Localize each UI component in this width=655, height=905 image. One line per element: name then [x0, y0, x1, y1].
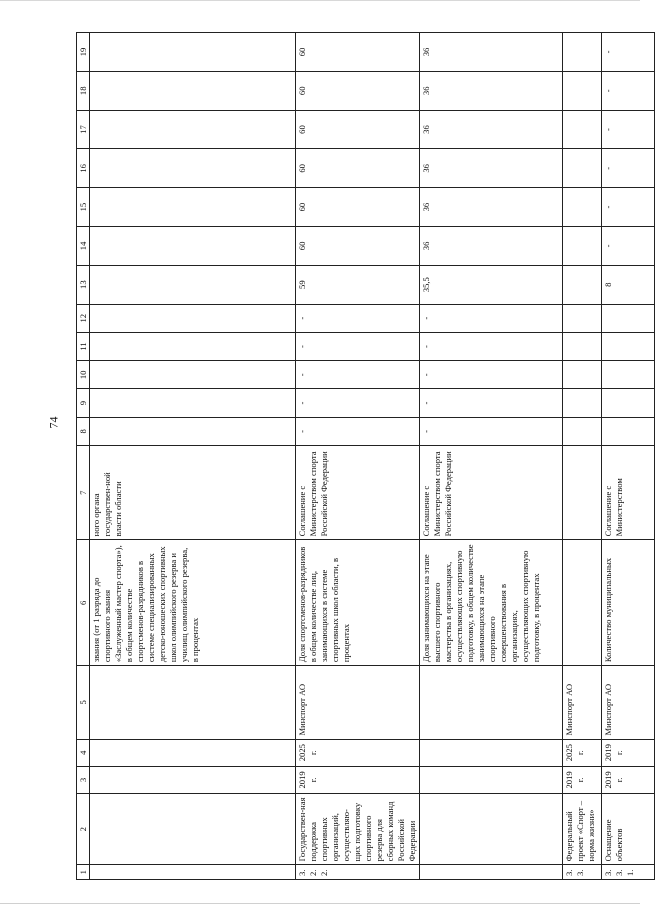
- table-cell-col-9: -: [420, 389, 563, 417]
- table-cell-col-11: [90, 332, 296, 360]
- table-cell-col-18: [90, 71, 296, 110]
- column-header-5: 5: [77, 666, 90, 739]
- table-cell-col-7: Соглашение с Министерством: [602, 446, 655, 540]
- table-cell-col-15: 36: [420, 188, 563, 227]
- table-cell-col-13: 35,5: [420, 265, 563, 304]
- table-cell-col-15: [90, 188, 296, 227]
- table-cell-col-2: Оснащение объектов: [602, 794, 655, 865]
- table-cell-col-11: -: [420, 332, 563, 360]
- column-header-16: 16: [77, 149, 90, 188]
- column-header-7: 7: [77, 446, 90, 540]
- column-header-13: 13: [77, 265, 90, 304]
- table-cell-col-10: -: [296, 361, 420, 389]
- table-body: [90, 33, 655, 880]
- table-cell-col-17: 36: [420, 110, 563, 149]
- table-cell-col-18: 36: [420, 71, 563, 110]
- table-cell-col-11: -: [296, 332, 420, 360]
- column-header-18: 18: [77, 71, 90, 110]
- table-cell-col-8: -: [296, 417, 420, 445]
- table-cell-col-8: [563, 417, 602, 445]
- table-cell-col-13: 59: [296, 265, 420, 304]
- column-header-15: 15: [77, 188, 90, 227]
- rotated-table-frame: [76, 32, 635, 880]
- table-cell-col-8: [602, 417, 655, 445]
- table-cell-col-14: 36: [420, 227, 563, 266]
- column-header-9: 9: [77, 389, 90, 417]
- table-cell-col-12: [90, 304, 296, 332]
- table-cell-col-13: 8: [602, 265, 655, 304]
- table-cell-col-15: -: [602, 188, 655, 227]
- table-cell-col-6: звания (от 1 разряда до спортивного звания «Заслуженный мастер спорта»), в общем количестве спортсменов-разрядников в системе специализированных детско-юношеских спортивных школ олимпийского резерва и училищ олимпийского резерва, в процентах: [90, 540, 296, 666]
- table-row: [563, 33, 602, 880]
- column-header-10: 10: [77, 361, 90, 389]
- table-cell-col-3: [90, 766, 296, 793]
- table-cell-col-10: -: [420, 361, 563, 389]
- table-cell-col-11: [602, 332, 655, 360]
- column-header-3: 3: [77, 766, 90, 793]
- table-cell-col-11: [563, 332, 602, 360]
- table-cell-col-4: 2019 г.: [602, 739, 655, 766]
- table-cell-col-17: -: [602, 110, 655, 149]
- table-cell-col-9: [90, 389, 296, 417]
- table-cell-col-7: Соглашение с Министерством спорта Российской Федерации: [420, 446, 563, 540]
- table-cell-col-2: Государствен-ная поддержка спортивных организаций, осуществляю-щих подготовку спортивного резерва для сборных команд Российской Федерации: [296, 794, 420, 865]
- table-cell-col-9: [602, 389, 655, 417]
- table-cell-col-1: 3.3.: [563, 865, 602, 880]
- table-cell-col-9: -: [296, 389, 420, 417]
- table-cell-col-3: [420, 766, 563, 793]
- table-cell-col-6: Доля спортсменов-разрядников в общем количестве лиц, занимающихся в системе спортивных школ области, в процентах: [296, 540, 420, 666]
- table-cell-col-8: -: [420, 417, 563, 445]
- table-cell-col-2: [420, 794, 563, 865]
- table-row: [420, 33, 563, 880]
- program-table: [76, 32, 655, 880]
- table-cell-col-6: Количество муниципальных: [602, 540, 655, 666]
- table-cell-col-16: [563, 149, 602, 188]
- column-header-1: 1: [77, 865, 90, 880]
- table-cell-col-12: [602, 304, 655, 332]
- table-cell-col-4: [90, 739, 296, 766]
- table-cell-col-18: [563, 71, 602, 110]
- table-cell-col-15: 60: [296, 188, 420, 227]
- table-cell-col-17: [90, 110, 296, 149]
- table-cell-col-18: -: [602, 71, 655, 110]
- table-cell-col-6: Доля занимающихся на этапе высшего спортивного мастерства в организациях, осуществляющих спортивную подготовку, в общем количестве занимающихся на этапе спортивного совершенствования в организациях, осуществляющих спортивную подготовку, в процентах: [420, 540, 563, 666]
- table-cell-col-17: 60: [296, 110, 420, 149]
- bottom-rule: [0, 903, 640, 904]
- table-cell-col-10: [602, 361, 655, 389]
- column-header-2: 2: [77, 794, 90, 865]
- table-cell-col-16: -: [602, 149, 655, 188]
- column-header-4: 4: [77, 739, 90, 766]
- table-cell-col-19: [563, 33, 602, 72]
- table-cell-col-14: [563, 227, 602, 266]
- table-cell-col-5: [90, 666, 296, 739]
- header-row: [77, 33, 90, 880]
- table-cell-col-16: [90, 149, 296, 188]
- table-row: [602, 33, 655, 880]
- table-cell-col-17: [563, 110, 602, 149]
- table-cell-col-3: 2019 г.: [602, 766, 655, 793]
- table-cell-col-4: 2025 г.: [563, 739, 602, 766]
- table-cell-col-6: [563, 540, 602, 666]
- table-cell-col-13: [563, 265, 602, 304]
- table-cell-col-5: Минспорт АО: [296, 666, 420, 739]
- table-cell-col-7: [563, 446, 602, 540]
- table-cell-col-2: Федеральный проект «Спорт – норма жизни»: [563, 794, 602, 865]
- table-cell-col-19: 36: [420, 33, 563, 72]
- table-cell-col-16: 36: [420, 149, 563, 188]
- table-cell-col-14: [90, 227, 296, 266]
- column-header-19: 19: [77, 33, 90, 72]
- column-header-11: 11: [77, 332, 90, 360]
- table-row: [90, 33, 296, 880]
- rotated-table-container: [76, 32, 635, 880]
- table-cell-col-9: [563, 389, 602, 417]
- column-header-6: 6: [77, 540, 90, 666]
- table-cell-col-4: [420, 739, 563, 766]
- table-cell-col-1: [420, 865, 563, 880]
- table-cell-col-5: Минспорт АО: [563, 666, 602, 739]
- table-cell-col-4: 2025 г.: [296, 739, 420, 766]
- page-number: 74: [46, 416, 61, 429]
- table-cell-col-14: 60: [296, 227, 420, 266]
- table-cell-col-12: [563, 304, 602, 332]
- table-cell-col-8: [90, 417, 296, 445]
- table-cell-col-1: 3.2.2.: [296, 865, 420, 880]
- table-cell-col-15: [563, 188, 602, 227]
- table-cell-col-14: -: [602, 227, 655, 266]
- table-cell-col-7: Соглашение с Министерством спорта Российской Федерации: [296, 446, 420, 540]
- table-cell-col-1: 3.3.1.: [602, 865, 655, 880]
- table-cell-col-10: [90, 361, 296, 389]
- column-header-17: 17: [77, 110, 90, 149]
- table-cell-col-19: [90, 33, 296, 72]
- column-header-12: 12: [77, 304, 90, 332]
- table-row: [296, 33, 420, 880]
- table-cell-col-19: 60: [296, 33, 420, 72]
- table-cell-col-16: 60: [296, 149, 420, 188]
- table-cell-col-13: [90, 265, 296, 304]
- table-cell-col-2: [90, 794, 296, 865]
- column-header-14: 14: [77, 227, 90, 266]
- table-cell-col-12: -: [420, 304, 563, 332]
- table-cell-col-12: -: [296, 304, 420, 332]
- top-rule: [0, 0, 640, 1]
- table-cell-col-10: [563, 361, 602, 389]
- column-header-8: 8: [77, 417, 90, 445]
- table-cell-col-5: Минспорт АО: [602, 666, 655, 739]
- table-cell-col-7: ного органа государствен-ной власти области: [90, 446, 296, 540]
- table-cell-col-5: [420, 666, 563, 739]
- table-cell-col-19: -: [602, 33, 655, 72]
- table-cell-col-1: [90, 865, 296, 880]
- table-cell-col-3: 2019 г.: [296, 766, 420, 793]
- table-cell-col-18: 60: [296, 71, 420, 110]
- table-cell-col-3: 2019 г.: [563, 766, 602, 793]
